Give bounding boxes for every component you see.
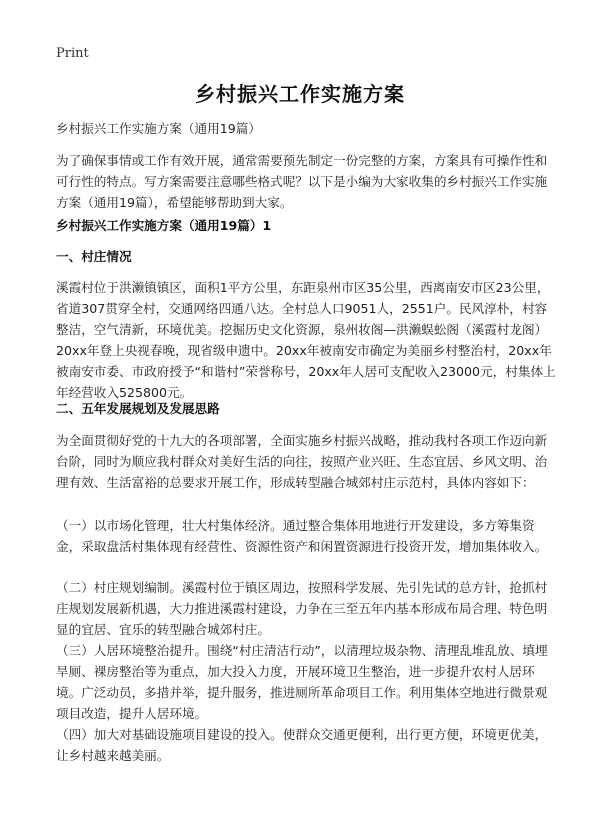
- heading-five-year-plan: 二、五年发展规划及发展思路: [56, 401, 220, 416]
- paragraph-item-2: （二）村庄规划编制。溪霞村位于镇区周边，按照科学发展、先引先试的总方针，抢抓村庄规划发展新机遇，大力推进溪霞村建设，力争在三至五年内基本形成布局合理、特色明显的宜居、宜乐的转型融合城郊村庄。: [56, 580, 548, 637]
- section-title: 乡村振兴工作实施方案（通用19篇）1: [56, 218, 272, 233]
- subtitle: 乡村振兴工作实施方案（通用19篇）: [56, 121, 261, 136]
- paragraph-item-3: （三）人居环境整治提升。围绕“村庄清洁行动”，以清理垃圾杂物、清理乱堆乱放、填埋旱厕、裸房整治等为重点，加大投入力度，开展环境卫生整治，进一步提升农村人居环境。广泛动员，多措并举，提升服务，推进厕所革命项目工作。利用集体空地进行微景观项目改造，提升人居环境。: [56, 643, 548, 721]
- intro-paragraph: 为了确保事情或工作有效开展，通常需要预先制定一份完整的方案，方案具有可操作性和可行性的特点。写方案需要注意哪些格式呢？以下是小编为大家收集的乡村振兴工作实施方案（通用19篇），希望能够帮助到大家。: [56, 153, 548, 210]
- paragraph-village-overview: 溪霞村位于洪濑镇镇区，面积1平方公里，东距泉州市区35公里，西离南安市区23公里，省道307贯穿全村，交通网络四通八达。全村总人口9051人，2551户。民风淳朴，村容整洁，空气清新，环境优美。挖掘历史文化资源，泉州妆阁—洪濑蜈蚣阁（溪霞村龙阁）20xx年登上央视春晚，现省级申遗中。20xx年被南安市确定为美丽乡村整治村，20xx年被南安市委、市政府授予“和谐村”荣誉称号，20xx年人居可支配收入23000元，村集体上年经营收入525800元。: [56, 280, 556, 400]
- paragraph-plan-intro: 为全面贯彻好党的十九大的各项部署，全面实施乡村振兴战略，推动我村各项工作迈向新台阶，同时为顺应我村群众对美好生活的向往，按照产业兴旺、生态宜居、乡风文明、治理有效、生活富裕的总要求开展工作，形成转型融合城郊村庄示范村，具体内容如下：: [56, 433, 548, 490]
- paragraph-item-1: （一）以市场化管理，壮大村集体经济。通过整合集体用地进行开发建设，多方筹集资金，采取盘活村集体现有经营性、资源性资产和闲置资源进行投资开发，增加集体收入。: [56, 518, 548, 554]
- paragraph-item-4: （四）加大对基础设施项目建设的投入。使群众交通更便利，出行更方便，环境更优美，让乡村越来越美丽。: [56, 727, 548, 763]
- page-title: 乡村振兴工作实施方案: [195, 82, 405, 106]
- heading-village-overview: 一、村庄情况: [56, 249, 132, 264]
- print-link[interactable]: Print: [56, 46, 89, 61]
